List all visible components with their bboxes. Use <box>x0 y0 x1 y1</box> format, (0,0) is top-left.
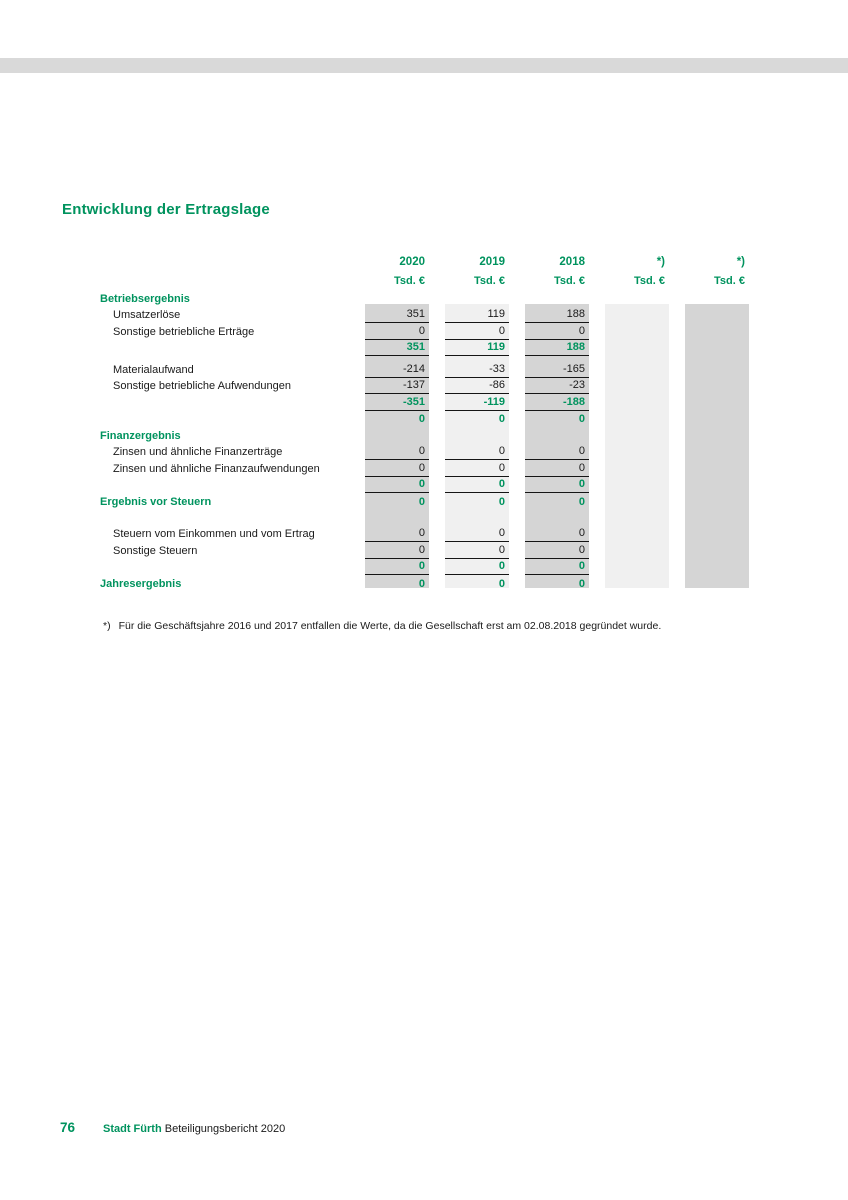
table-row <box>100 559 749 576</box>
value-cell: 0 <box>525 526 589 543</box>
value-cell: -214 <box>365 361 429 378</box>
value-cell <box>605 411 669 428</box>
value-cell: 0 <box>365 477 429 494</box>
value-cell <box>605 340 669 357</box>
value-cell: 351 <box>365 307 429 324</box>
table-row <box>100 460 749 477</box>
column-header-units <box>100 272 749 290</box>
page-title: Entwicklung der Ertragslage <box>62 201 270 218</box>
value-cell <box>365 290 429 307</box>
column-header-year: 2018 <box>559 256 585 268</box>
row-label: Sonstige betriebliche Erträge <box>113 325 255 338</box>
value-cell <box>605 559 669 576</box>
row-label <box>100 394 349 411</box>
value-cell <box>605 361 669 378</box>
value-cell: -86 <box>445 378 509 395</box>
table-row <box>100 378 749 395</box>
value-cell <box>605 575 669 592</box>
row-label: Materialaufwand <box>113 363 194 376</box>
value-cell <box>685 340 749 357</box>
value-cell: 0 <box>365 444 429 461</box>
value-cell <box>605 394 669 411</box>
row-label: Sonstige betriebliche Aufwendungen <box>113 380 291 392</box>
value-cell: 0 <box>525 460 589 477</box>
value-cell: 0 <box>445 444 509 461</box>
value-cell: 119 <box>445 340 509 357</box>
value-cell <box>445 290 509 307</box>
row-label: Jahresergebnis <box>100 577 182 590</box>
value-cell: 0 <box>525 542 589 559</box>
value-cell <box>605 323 669 340</box>
column-header-unit: Tsd. € <box>714 275 745 287</box>
value-cell <box>685 361 749 378</box>
value-cell: 0 <box>578 577 585 590</box>
value-cell: 0 <box>418 413 425 425</box>
value-cell <box>685 575 749 592</box>
value-cell <box>685 444 749 461</box>
row-label <box>100 477 349 494</box>
row-label: Zinsen und ähnliche Finanzerträge <box>113 446 283 458</box>
table-row <box>100 526 749 543</box>
table-row <box>100 510 749 526</box>
row-label <box>100 340 349 357</box>
table-row <box>100 575 749 592</box>
value-cell: 0 <box>418 495 425 508</box>
value-cell <box>685 559 749 576</box>
value-cell <box>685 542 749 559</box>
footnote-marker: *) <box>103 620 111 632</box>
column-header-unit: Tsd. € <box>554 275 585 287</box>
column-header-unit: Tsd. € <box>474 275 505 287</box>
value-cell: 0 <box>365 460 429 477</box>
value-cell: 188 <box>525 307 589 324</box>
footer-report-title: Beteiligungsbericht 2020 <box>164 1123 286 1135</box>
value-cell <box>605 427 669 444</box>
value-cell: 0 <box>445 460 509 477</box>
value-cell: 0 <box>578 413 585 425</box>
table-body <box>100 290 749 592</box>
value-cell: 0 <box>445 542 509 559</box>
column-header-year: 2019 <box>479 256 505 268</box>
column-header-unit: Tsd. € <box>394 275 425 287</box>
value-cell <box>685 477 749 494</box>
table-row <box>100 542 749 559</box>
value-cell: 0 <box>365 542 429 559</box>
value-cell: 0 <box>445 323 509 340</box>
footnote <box>103 620 743 632</box>
value-cell: -33 <box>445 361 509 378</box>
table-row <box>100 427 749 444</box>
value-cell: -23 <box>525 378 589 395</box>
row-label: Finanzergebnis <box>100 429 181 442</box>
column-header-year: *) <box>656 256 665 268</box>
table-row <box>100 444 749 461</box>
row-label <box>100 559 349 576</box>
value-cell: 0 <box>418 577 425 590</box>
value-cell: 0 <box>365 559 429 576</box>
value-cell: 0 <box>498 577 505 590</box>
value-cell <box>445 427 509 444</box>
top-band <box>0 58 848 73</box>
value-cell <box>605 444 669 461</box>
row-label <box>100 411 349 428</box>
value-cell: 0 <box>498 413 505 425</box>
value-cell <box>605 378 669 395</box>
value-cell <box>605 307 669 324</box>
value-cell: 0 <box>578 495 585 508</box>
table-row <box>100 394 749 411</box>
row-label: Ergebnis vor Steuern <box>100 495 212 508</box>
value-cell <box>605 477 669 494</box>
value-cell <box>605 460 669 477</box>
footer-brand: Stadt Fürth <box>103 1123 162 1135</box>
value-cell: 0 <box>525 477 589 494</box>
row-label: Steuern vom Einkommen und vom Ertrag <box>113 528 315 540</box>
value-cell: 0 <box>498 495 505 508</box>
value-cell <box>685 394 749 411</box>
row-label: Sonstige Steuern <box>113 544 198 557</box>
value-cell <box>525 290 589 307</box>
value-cell: -351 <box>365 394 429 411</box>
value-cell: -119 <box>445 394 509 411</box>
footnote-text: Für die Geschäftsjahre 2016 und 2017 entfallen die Werte, da die Gesellschaft erst am 02.08.2018 gegründet wurde. <box>118 620 662 632</box>
value-cell: 0 <box>365 526 429 543</box>
table-row <box>100 411 749 428</box>
value-cell: 119 <box>445 307 509 324</box>
table-row <box>100 477 749 494</box>
value-cell <box>605 526 669 543</box>
value-cell: 0 <box>445 477 509 494</box>
value-cell <box>525 427 589 444</box>
row-label: Zinsen und ähnliche Finanzaufwendungen <box>113 462 320 475</box>
value-cell <box>685 460 749 477</box>
value-cell: -165 <box>525 361 589 378</box>
value-cell <box>685 290 749 307</box>
value-cell: 351 <box>365 340 429 357</box>
value-cell <box>685 307 749 324</box>
table-row <box>100 340 749 357</box>
column-header-years <box>100 256 749 272</box>
value-cell <box>685 493 749 510</box>
value-cell <box>685 378 749 395</box>
value-cell: 188 <box>525 340 589 357</box>
value-cell <box>685 427 749 444</box>
value-cell <box>685 323 749 340</box>
value-cell: -137 <box>365 378 429 395</box>
value-cell: 0 <box>525 323 589 340</box>
row-label: Betriebsergebnis <box>100 292 190 305</box>
value-cell: 0 <box>445 559 509 576</box>
column-header-year: 2020 <box>399 256 425 268</box>
value-cell: 0 <box>525 444 589 461</box>
value-cell <box>605 290 669 307</box>
value-cell <box>685 411 749 428</box>
value-cell <box>685 526 749 543</box>
value-cell: 0 <box>445 526 509 543</box>
table-row <box>100 493 749 510</box>
value-cell: 0 <box>525 559 589 576</box>
table-row <box>100 290 749 307</box>
column-header-unit: Tsd. € <box>634 275 665 287</box>
value-cell <box>365 427 429 444</box>
value-cell <box>605 493 669 510</box>
table-row <box>100 361 749 378</box>
value-cell <box>605 542 669 559</box>
page-footer <box>103 1123 285 1135</box>
page-number: 76 <box>60 1120 76 1135</box>
column-header-year: *) <box>736 256 745 268</box>
table-row <box>100 307 749 324</box>
table-rows <box>100 256 749 592</box>
row-label: Umsatzerlöse <box>113 309 181 321</box>
income-statement-table <box>100 256 749 592</box>
table-row <box>100 323 749 340</box>
value-cell: -188 <box>525 394 589 411</box>
value-cell: 0 <box>365 323 429 340</box>
